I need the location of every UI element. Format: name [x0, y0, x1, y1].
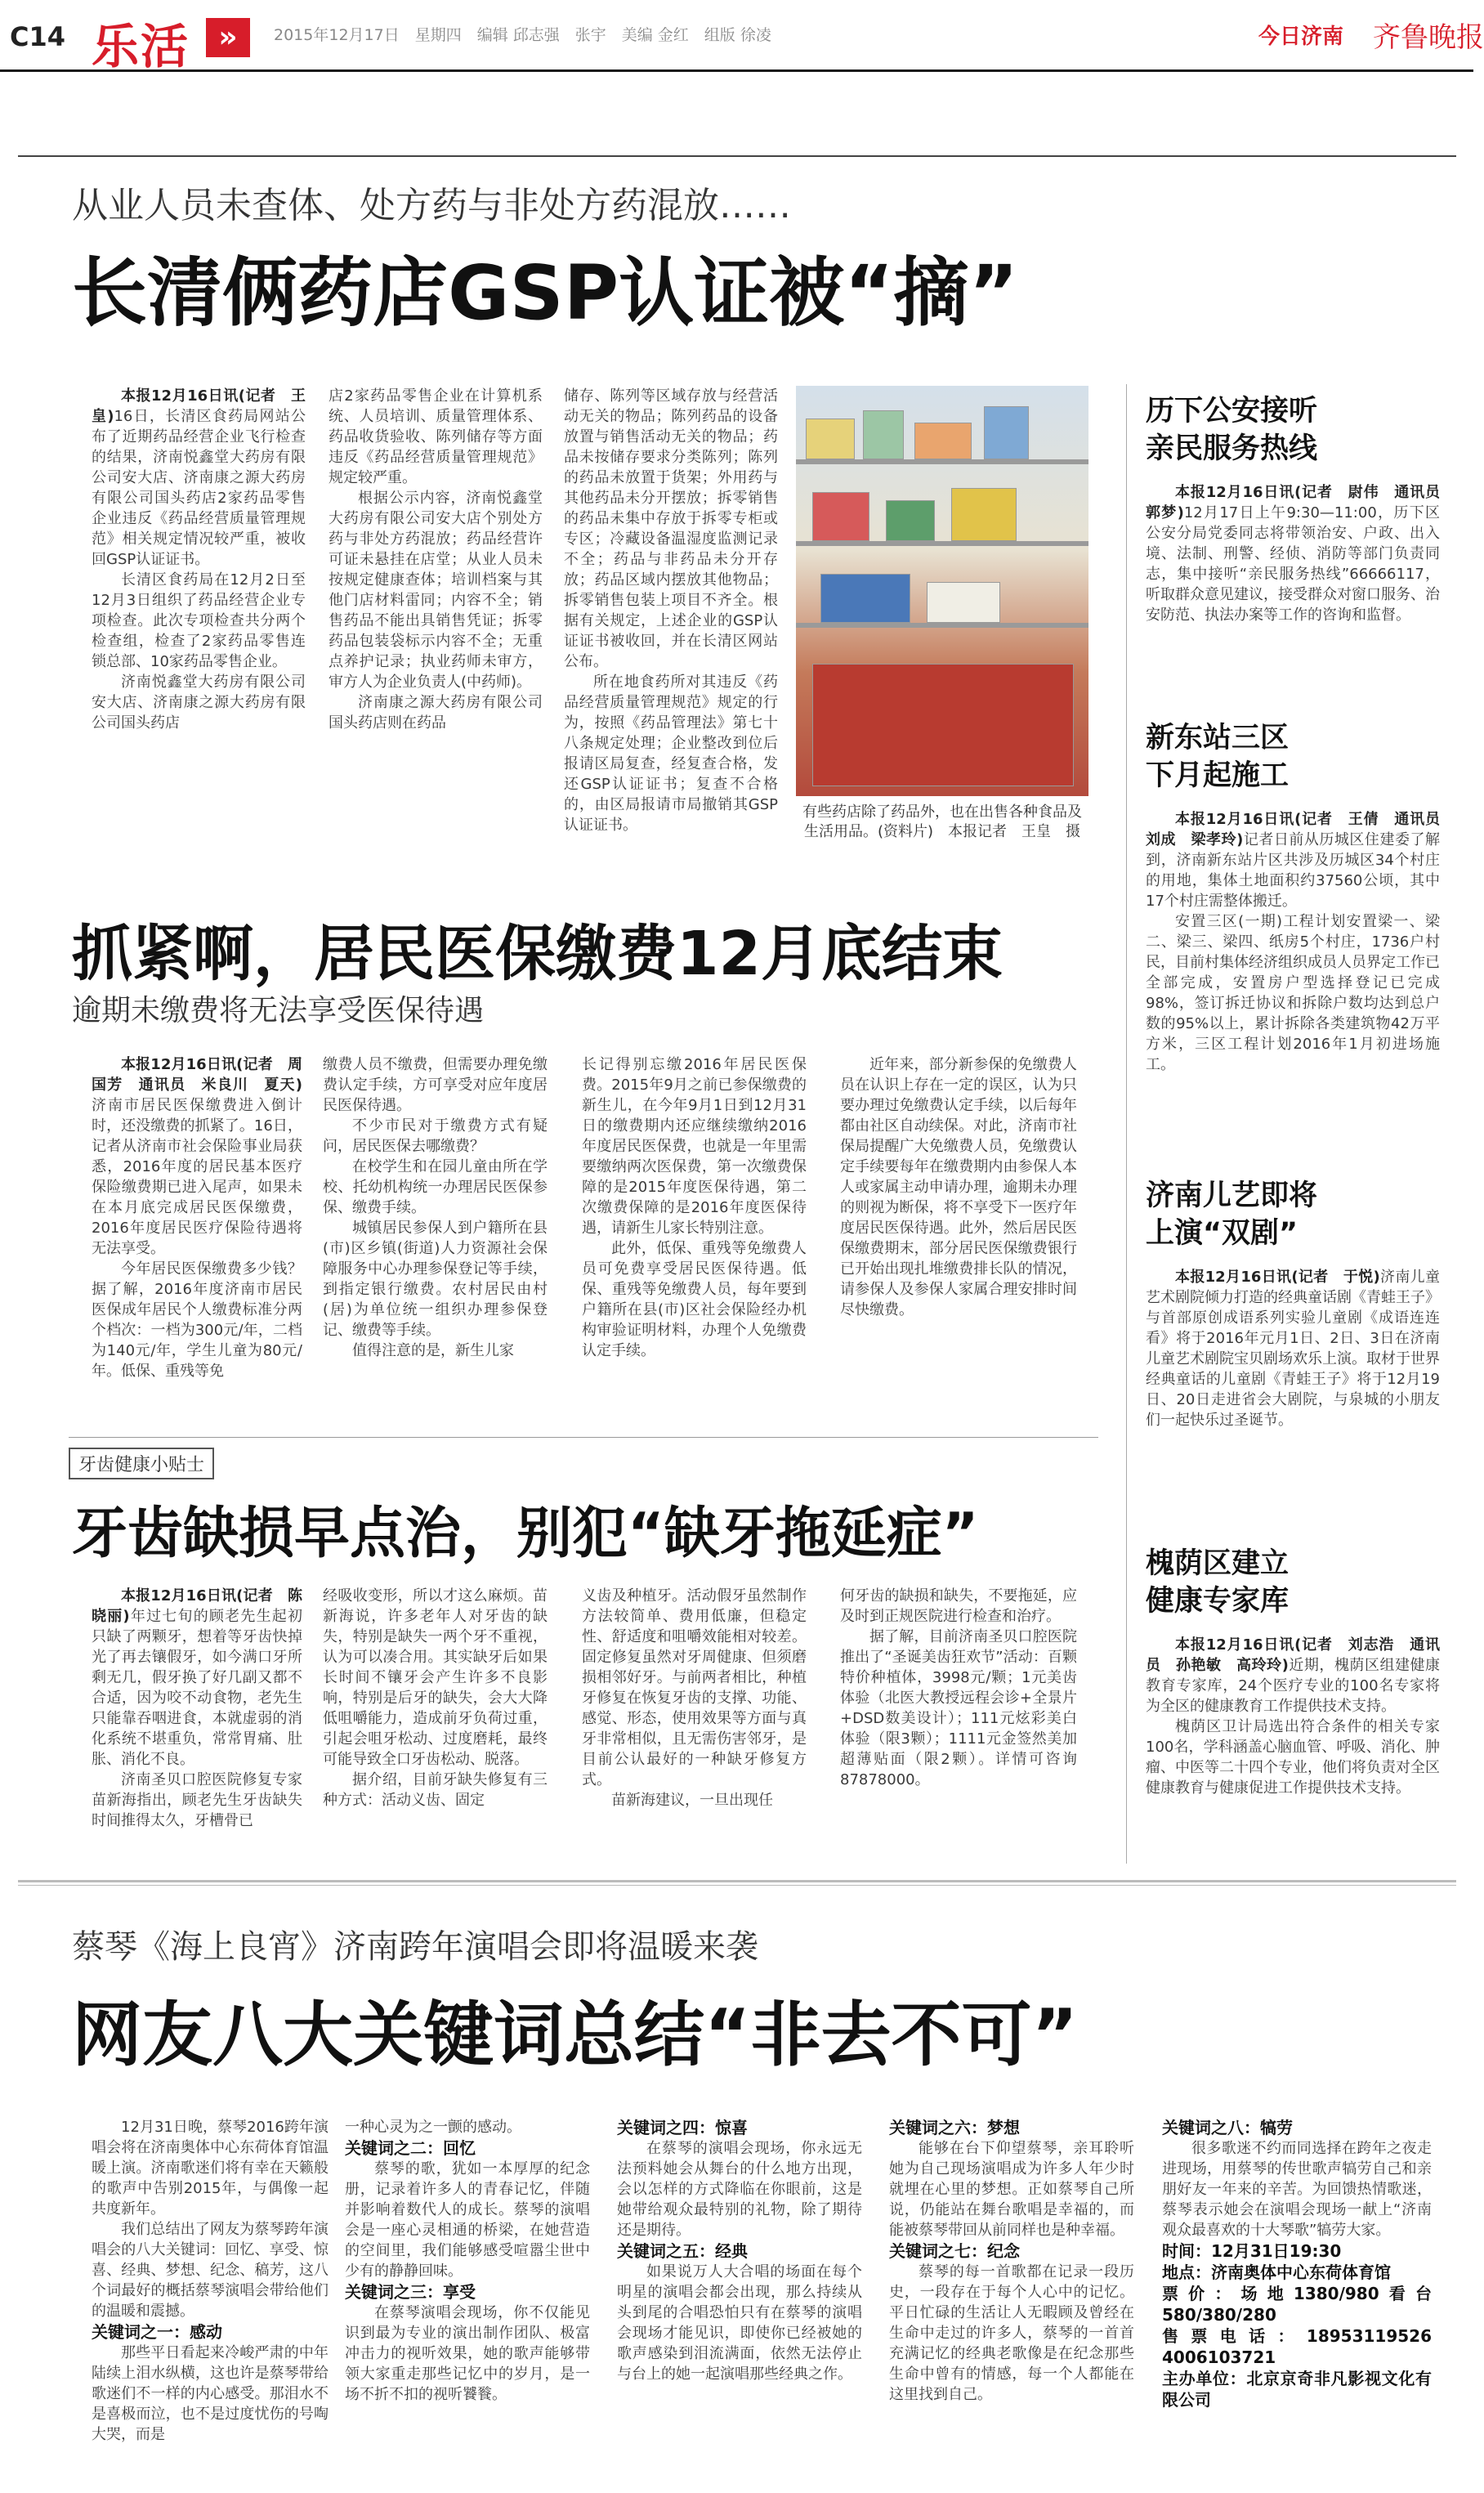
brief-4: [1146, 1545, 1440, 1872]
brief-title: 亲民服务热线: [1146, 432, 1318, 465]
paragraph: 在蔡琴演唱会现场，你不仅能见识到最为专业的演出制作团队、极富冲击力的视听效果，她的歌声能够带领大家重走那些记忆中的岁月，是一场不折不扣的视听饕餮。: [345, 2304, 590, 2403]
article4-col3: [617, 2117, 862, 2477]
paragraph: 根据公示内容，济南悦鑫堂大药房有限公司安大店个别处方药与非处方药混放；药品经营许可证未悬挂在店堂；从业人员未按规定健康查体；培训档案与其他门店材料雷同；内容不全；销售药品不能出具销售凭证；拆零药品包装袋标示内容不全；无重点养护记录；执业药师未审方，审方人为企业负责人(中药师)。: [329, 490, 543, 691]
event-time: 时间：12月31日19:30: [1162, 2241, 1342, 2261]
brief-body: [1146, 1635, 1440, 1798]
shelf: [796, 459, 1088, 464]
article3-col2: [323, 1586, 548, 1864]
sidebar-divider: [1126, 384, 1127, 1864]
paragraph: 在蔡琴的演唱会现场，你永远无法预料她会从舞台的什么地方出现，会以怎样的方式降临在你眼前，这是她带给观众最特别的礼物，除了期待还是期待。: [617, 2140, 862, 2239]
keyword-subhead: 关键词之一：感动: [92, 2322, 222, 2342]
brief-title: 新东站三区: [1146, 722, 1290, 754]
article4-kicker: 蔡琴《海上良宵》济南跨年演唱会即将温暖来袭: [72, 1928, 758, 1966]
brief-title: 济南儿艺即将: [1146, 1179, 1318, 1212]
brief-title: 下月起施工: [1146, 759, 1290, 792]
brief-body: [1146, 1267, 1440, 1430]
product-box: [984, 406, 1029, 459]
article4-col2: [345, 2117, 590, 2477]
product-box: [863, 410, 904, 459]
red-gift-boxes: [812, 664, 1074, 786]
paragraph: 一种心灵为之一颤的感动。: [345, 2119, 521, 2136]
divider: [69, 1437, 1098, 1438]
shelf: [796, 623, 1088, 628]
paragraph: 值得注意的是，新生儿家: [352, 1342, 514, 1359]
paragraph: 济南圣贝口腔医院修复专家苗新海指出，顾老先生牙齿缺失时间推得太久，牙槽骨已: [92, 1771, 302, 1829]
paragraph: 据介绍，目前牙缺失修复有三种方式：活动义齿、固定: [323, 1771, 548, 1809]
paragraph: 济南康之源大药房有限公司国头药店则在药品: [329, 694, 543, 732]
paragraph: 济南市居民医保缴费进入倒计时，还没缴费的抓紧了。16日，记者从济南市社会保险事业局获悉，2016年度的居民基本医疗保险缴费期已进入尾声，如果未在本月底完成居民医保缴费，2016年度居民医疗保险待遇将无法享受。: [92, 1097, 302, 1257]
paragraph: 记者日前从历城区住建委了解到，济南新东站片区共涉及历城区34个村庄的用地，集体土地面积约37560公顷，其中17个村庄需整体搬迁。: [1146, 831, 1440, 910]
dateline: 本报12月16日讯(记者 周国芳 通讯员 米良川 夏天): [92, 1056, 302, 1094]
dateline: 本报12月16日讯(记者 王皇): [92, 387, 306, 425]
keyword-subhead: 关键词之四：惊喜: [617, 2118, 748, 2137]
section-arrow-icon: »: [206, 18, 250, 57]
keyword-subhead: 关键词之七：纪念: [889, 2241, 1020, 2261]
product-box: [886, 500, 935, 541]
keyword-subhead: 关键词之二：回忆: [345, 2138, 476, 2158]
article3-col1: [92, 1586, 302, 1864]
paragraph: 何牙齿的缺损和缺失，不要拖延，应及时到正规医院进行检查和治疗。: [840, 1587, 1077, 1625]
paragraph: 长清区食药局在12月2日至12月3日组织了药品经营企业专项检查。此次专项检查共分两个检查组，检查了2家药品零售连锁总部、10家药品零售企业。: [92, 571, 306, 670]
paragraph: 安置三区(一期)工程计划安置梁一、梁二、梁三、梁四、纸房5个村庄，1736户村民，目前村集体经济组织成员人员界定工作已全部完成，安置房户型选择登记已完成98%，签订拆迁协议和拆除户数均达到总户数的95%以上，累计拆除各类建筑物42万平方米，三区工程计划2016年1月初进场施工。: [1146, 913, 1440, 1073]
brief-title: 健康专家库: [1146, 1585, 1290, 1618]
article1-col3: [564, 386, 778, 860]
newspaper-logo: 齐鲁晚报: [1373, 21, 1484, 54]
brief-title: 槐荫区建立: [1146, 1547, 1290, 1580]
section-title: 乐活: [92, 19, 190, 74]
article3-title: 牙齿缺损早点治，别犯“缺牙拖延症”: [72, 1502, 979, 1566]
paragraph: 缴费人员不缴费，但需要办理免缴费认定手续，方可享受对应年度居民医保待遇。: [323, 1056, 548, 1114]
paragraph: 济南悦鑫堂大药房有限公司安大店、济南康之源大药房有限公司国头药店: [92, 674, 306, 732]
organizer: 主办单位：北京京奇非凡影视文化有限公司: [1162, 2369, 1432, 2410]
article2-col1: [92, 1054, 302, 1414]
paragraph: 不少市民对于缴费方式有疑问，居民医保去哪缴费？: [323, 1117, 548, 1155]
keyword-subhead: 关键词之三：享受: [345, 2282, 476, 2302]
section-band: [18, 1885, 1456, 1886]
paragraph: 那些平日看起来冷峻严肃的中年陆续上泪水纵横，这也许是蔡琴带给歌迷们不一样的内心感受。那泪水不是喜极而泣，也不是过度忧伤的号啕大哭，而是: [92, 2344, 329, 2443]
brand-label: 今日济南: [1258, 25, 1344, 49]
product-box: [927, 582, 1000, 623]
paragraph: 济南儿童艺术剧院倾力打造的经典童话剧《青蛙王子》与首部原创成语系列实验儿童剧《成语连连看》将于2016年元月1日、2日、3日在济南儿童艺术剧院宝贝剧场欢乐上演。取材于世界经典童话的儿童剧《青蛙王子》将于12月19日、20日走进省会大剧院，与泉城的小朋友们一起快乐过圣诞节。: [1146, 1269, 1440, 1429]
ticket-hotline: 售票电话：18953119526 4006103721: [1162, 2326, 1448, 2367]
paragraph: 在校学生和在园儿童由所在学校、托幼机构统一办理居民医保参保、缴费手续。: [323, 1158, 548, 1216]
article3-col3: [582, 1586, 807, 1864]
pharmacy-photo: [796, 386, 1088, 796]
paragraph: 长记得别忘缴2016年居民医保费。2015年9月之前已参保缴费的新生儿，在今年9月1日到12月31日的缴费期内还应继续缴纳2016年度居民医保费，也就是一年里需要缴纳两次医保费，第一次缴费保障的是2015年度医保待遇，第二次缴费保障的是2016年度医保待遇，请新生儿家长特别注意。: [582, 1056, 807, 1237]
paragraph: 我们总结出了网友为蔡琴跨年演唱会的八大关键词：回忆、享受、惊喜、经典、梦想、纪念、稿芳，这八个词最好的概括蔡琴演唱会带给他们的温暖和震撼。: [92, 2221, 329, 2320]
paragraph: 槐荫区卫计局选出符合条件的相关专家100名，学科涵盖心脑血管、呼吸、消化、肿瘤、中医等二十四个专业，他们将负责对全区健康教育与健康促进工作提供技术支持。: [1146, 1718, 1440, 1797]
product-box: [812, 492, 869, 541]
paragraph: 近年来，部分新参保的免缴费人员在认识上存在一定的误区，认为只要办理过免缴费认定手续，以后每年都由社区自动续保。对此，济南市社保局提醒广大免缴费人员，免缴费认定手续要每年在缴费期内由参保人本人或家属主动申请办理，逾期未办理的则视为断保，将不享受下一医疗年度居民医保待遇。此外，然后居民医保缴费期末，部分居民医保缴费银行已开始出现扎堆缴费排长队的情况，请参保人及参保人家属合理安排时间尽快缴费。: [840, 1056, 1077, 1318]
brief-2: [1146, 719, 1455, 1210]
article2-col4: [840, 1054, 1077, 1414]
paragraph: 城镇居民参保人到户籍所在县(市)区乡镇(街道)人力资源社会保障服务中心办理参保登记等手续，到指定银行缴费。农村居民由村(居)为单位统一组织办理参保登记、缴费等手续。: [323, 1220, 548, 1339]
paragraph: 蔡琴的每一首歌都在记录一段历史，一段存在于每个人心中的记忆。平日忙碌的生活让人无暇顾及曾经在生命中走过的许多人，蔡琴的一首首充满记忆的经典老歌像是在纪念那些生命中曾有的情感，每一个人都能在这里找到自己。: [889, 2263, 1134, 2403]
paragraph: 苗新海建议，一旦出现任: [611, 1792, 773, 1809]
paragraph: 12月17日上午9:30—11:00，历下区公安分局党委同志将带领治安、户政、出入境、法制、刑警、经侦、消防等部门负责同志，集中接听“亲民服务热线”66666117，听取群众意见建议，接受群众对窗口服务、治安防范、执法办案等工作的咨询和监督。: [1146, 504, 1440, 624]
product-box: [806, 418, 855, 459]
page-number: C14: [10, 21, 66, 52]
paragraph: 很多歌迷不约而同选择在跨年之夜走进现场，用蔡琴的传世歌声犒劳自己和亲朋好友一年来的辛苦。为回馈热情歌迷，蔡琴表示她会在演唱会现场一献上“济南观众最喜欢的十大琴歌”犒劳大家。: [1162, 2140, 1432, 2239]
article4-title: 网友八大关键词总结“非去不可”: [72, 1994, 1079, 2076]
photo-caption: 有些药店除了药品外，也在出售各种食品及生活用品。(资料片) 本报记者 王皇 摄: [802, 803, 1082, 840]
tips-label: 牙齿健康小贴士: [69, 1448, 214, 1479]
paragraph: 所在地食药所对其违反《药品经营质量管理规范》规定的行为，按照《药品管理法》第七十八条规定处理；企业整改到位后报请区局复查，经复查合格，发还GSP认证证书；复查不合格的，由区局报请市局撤销其GSP认证证书。: [564, 674, 778, 834]
event-venue: 地点：济南奥体中心东荷体育馆: [1162, 2262, 1391, 2282]
article1-title: 长清俩药店GSP认证被“摘”: [72, 249, 1019, 337]
paragraph: 储存、陈列等区域存放与经营活动无关的物品；陈列药品的设备放置与销售活动无关的物品；药品未按储存要求分类陈列；陈列的药品未放置于货架；外用药与其他药品未分开摆放；拆零销售的药品未集中存放于拆零专柜或专区；冷藏设备温湿度监测记录不全；药品与非药品未分开存放；药品区域内摆放其他物品；拆零销售包装上项目不齐全。根据有关规定，上述企业的GSP认证证书被收回，并在长清区网站公布。: [564, 387, 778, 670]
keyword-subhead: 关键词之五：经典: [617, 2241, 748, 2261]
page-header: [0, 0, 1484, 74]
paragraph: 此外，低保、重残等免缴费人员可免费享受居民医保待遇。低保、重残等免缴费人员，每年要到户籍所在县(市)区社会保险经办机构审验证明材料，办理个人免缴费认定手续。: [582, 1240, 807, 1359]
dateline: 本报12月16日讯(记者 陈晓丽): [92, 1587, 302, 1625]
shelf: [796, 541, 1088, 546]
article3-col4: [840, 1586, 1077, 1864]
dateline: 本报12月16日讯(记者 尉伟 通讯员 郭梦): [1146, 484, 1455, 521]
article1-col2: [329, 386, 543, 860]
ticket-prices: 票价：场地1380/980看台580/380/280: [1162, 2284, 1432, 2325]
paragraph: 如果说万人大合唱的场面在每个明星的演唱会都会出现，那么持续从头到尾的合唱恐怕只有在蔡琴的演唱会现场才能见识，即使你已经被她的歌声感染到泪流满面，依然无法停止与台上的她一起演唱那些经典之作。: [617, 2263, 862, 2383]
paragraph: 年过七旬的顾老先生起初只缺了两颗牙，想着等牙齿快掉光了再去镶假牙，如今满口牙所剩无几，假牙换了好几副又都不合适，因为咬不动食物，老先生只能靠吞咽进食，本就虚弱的消化系统不堪重负，常常胃痛、肚胀、消化不良。: [92, 1608, 302, 1768]
brief-body: [1146, 482, 1455, 625]
brief-body: [1146, 809, 1455, 1075]
article2-col2: [323, 1054, 548, 1414]
issue-meta: 2015年12月17日 星期四 编辑 邱志强 张宇 美编 金红 组版 徐凌: [274, 26, 771, 44]
article2-title: 抓紧啊，居民医保缴费12月底结束: [72, 919, 1003, 989]
paragraph: 蔡琴的歌，犹如一本厚厚的纪念册，记录着许多人的青春记忆，伴随并影响着数代人的成长。蔡琴的演唱会是一座心灵相通的桥梁，在她营造的空间里，我们能够感受喧嚣尘世中少有的静静回味。: [345, 2160, 590, 2280]
product-box: [820, 574, 910, 623]
article4-col4: [889, 2117, 1134, 2477]
paragraph: 近期，槐荫区组建健康教育专家库，24个医疗专业的100名专家将为全区的健康教育工作提供技术支持。: [1146, 1657, 1440, 1715]
article1-col1: [92, 386, 306, 860]
product-box: [951, 488, 1017, 541]
brief-3: [1146, 1177, 1440, 1520]
dateline: 本报12月16日讯(记者 王倩 通讯员 刘成 梁孝玲): [1146, 811, 1455, 848]
product-box: [914, 423, 972, 459]
article4-col1: [92, 2117, 329, 2477]
section-band: [18, 1880, 1456, 1882]
paragraph: 义齿及种植牙。活动假牙虽然制作方法较简单、费用低廉，但稳定性、舒适度和咀嚼效能相对较差。固定修复虽然对牙周健康、但须磨损相邻好牙。与前两者相比，种植牙修复在恢复牙齿的支撑、功能、感觉、形态，使用效果等方面与真牙非常相似，且无需伤害邻牙，是目前公认最好的一种缺牙修复方式。: [582, 1587, 807, 1788]
dateline: 本报12月16日讯(记者 于悦): [1175, 1269, 1380, 1286]
brief-title: 上演“双剧”: [1146, 1217, 1298, 1250]
article1-kicker: 从业人员未查体、处方药与非处方药混放……: [72, 185, 791, 226]
paragraph: 12月31日晚，蔡琴2016跨年演唱会将在济南奥体中心东荷体育馆温暖上演。济南歌迷们将有幸在天籁般的歌声中告别2015年，与偶像一起共度新年。: [92, 2119, 329, 2218]
paragraph: 店2家药品零售企业在计算机系统、人员培训、质量管理体系、药品收货验收、陈列储存等方面违反《药品经营质量管理规范》规定较严重。: [329, 387, 543, 486]
paragraph: 今年居民医保缴费多少钱？据了解，2016年度济南市居民医保成年居民个人缴费标准分两个档次：一档为300元/年，二档为140元/年，学生儿童为80元/年。低保、重残等免: [92, 1260, 302, 1380]
paragraph: 16日，长清区食药局网站公布了近期药品经营企业飞行检查的结果，济南悦鑫堂大药房有限公司安大店、济南康之源大药房有限公司国头药店2家药品零售企业违反《药品经营质量管理规范》相关规定情况较严重，被收回GSP认证证书。: [92, 408, 306, 568]
divider: [18, 155, 1456, 157]
paragraph: 据了解，目前济南圣贝口腔医院推出了“圣诞美齿狂欢节”活动：百颗特价种植体，3998元/颗；1元美齿体验（北医大教授远程会诊+全景片+DSD数美设计）；111元炫彩美白体验（限3颗）；1111元金签然美加超薄贴面（限2颗）。详情可咨询87878000。: [840, 1628, 1077, 1788]
article4-col5: [1162, 2117, 1448, 2477]
brief-1: [1146, 392, 1455, 736]
dateline: 本报12月16日讯(记者 刘志浩 通讯员 孙艳敏 高玲玲): [1146, 1636, 1440, 1674]
article2-col3: [582, 1054, 807, 1414]
paragraph: 经吸收变形，所以才这么麻烦。苗新海说，许多老年人对牙齿的缺失，特别是缺失一两个牙不重视，认为可以凑合用。其实缺牙后如果长时间不镶牙会产生许多不良影响，特别是后牙的缺失，会大大降低咀嚼能力，造成前牙负荷过重，引起会咀牙松动、过度磨耗，最终可能导致全口牙齿松动、脱落。: [323, 1587, 548, 1768]
article2-kicker: 逾期未缴费将无法享受医保待遇: [72, 994, 485, 1027]
keyword-subhead: 关键词之八：犒劳: [1162, 2118, 1293, 2137]
paragraph: 能够在台下仰望蔡琴，亲耳聆听她为自己现场演唱成为许多人年少时就埋在心里的梦想。正如蔡琴自己所说，仍能站在舞台歌唱是幸福的，而能被蔡琴带回从前同样也是种幸福。: [889, 2140, 1134, 2239]
brief-title: 历下公安接听: [1146, 395, 1318, 427]
keyword-subhead: 关键词之六：梦想: [889, 2118, 1020, 2137]
